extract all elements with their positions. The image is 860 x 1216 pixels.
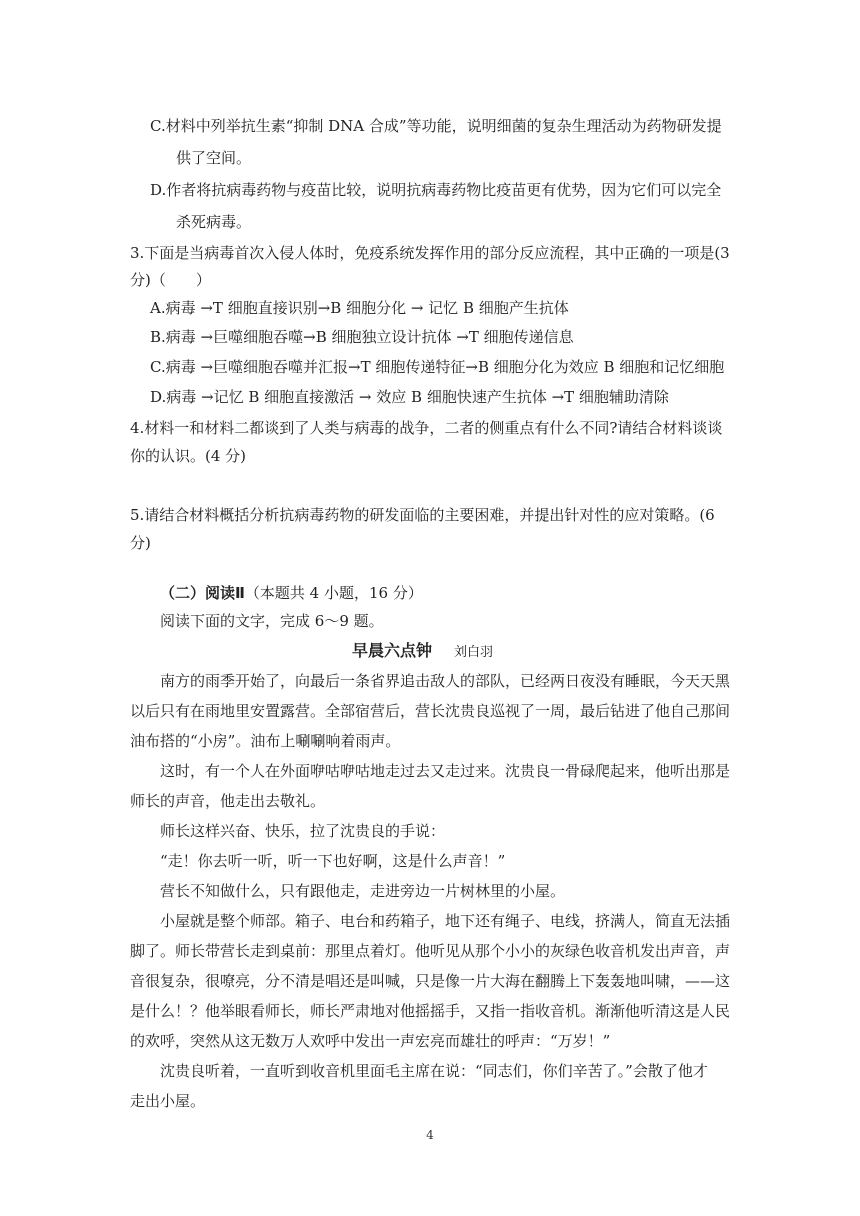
q2-option-c-line1: C.材料中列举抗生素“抑制 DNA 合成”等功能，说明细菌的复杂生理活动为药物研发提 bbox=[150, 117, 722, 135]
q3-stem-line1: 3.下面是当病毒首次入侵人体时，免疫系统发挥作用的部分反应流程，其中正确的一项是(3 bbox=[130, 244, 730, 262]
story-line: 小屋就是整个师部。箱子、电台和药箱子，地下还有绳子、电线，挤满人，简直无法插 bbox=[160, 912, 731, 930]
section2-heading-note: （本题共 4 小题，16 分） bbox=[244, 584, 423, 602]
q2-option-d-line2: 杀死病毒。 bbox=[176, 213, 252, 231]
story-line: 沈贵良听着，一直听到收音机里面毛主席在说：“同志们，你们辛苦了。”会散了他才 bbox=[160, 1062, 708, 1080]
story-line: 师长的声音，他走出去敬礼。 bbox=[130, 792, 326, 810]
q3-stem-line2: 分)（ ） bbox=[130, 271, 211, 289]
section2-heading-title: （二）阅读Ⅱ bbox=[160, 584, 245, 602]
story-line: 音很复杂，很嘹亮，分不清是唱还是叫喊，只是像一片大海在翻腾上下轰轰地叫啸，——这 bbox=[130, 972, 731, 990]
story-line: 的欢呼，突然从这无数万人欢呼中发出一声宏亮而雄壮的呼声：“万岁！” bbox=[130, 1032, 611, 1050]
section2-instruction: 阅读下面的文字，完成 6～9 题。 bbox=[160, 612, 384, 630]
story-title-line bbox=[352, 641, 493, 663]
q2-option-c-line2: 供了空间。 bbox=[176, 149, 252, 167]
q5-line1: 5.请结合材料概括分析抗病毒药物的研发面临的主要困难，并提出针对性的应对策略。(6 bbox=[130, 506, 715, 524]
q2-option-d-line1: D.作者将抗病毒药物与疫苗比较，说明抗病毒药物比疫苗更有优势，因为它们可以完全 bbox=[150, 181, 722, 199]
story-line: 脚了。师长带营长走到桌前：那里点着灯。他听见从那个小小的灰绿色收音机发出声音，声 bbox=[130, 942, 731, 960]
section2-heading bbox=[160, 583, 423, 603]
story-line: 南方的雨季开始了，向最后一条省界追击敌人的部队，已经两日夜没有睡眠，今天天黑 bbox=[160, 672, 731, 690]
story-line: 师长这样兴奋、快乐，拉了沈贵良的手说： bbox=[160, 822, 446, 840]
q3-option-d: D.病毒 →记忆 B 细胞直接激活 → 效应 B 细胞快速产生抗体 →T 细胞辅助清除 bbox=[150, 388, 669, 406]
q4-line1: 4.材料一和材料二都谈到了人类与病毒的战争，二者的侧重点有什么不同?请结合材料谈谈 bbox=[130, 419, 723, 437]
story-line: 是什么！？他举眼看师长，师长严肃地对他摇摇手，又指一指收音机。渐渐他听清这是人民 bbox=[130, 1002, 731, 1020]
page-number: 4 bbox=[426, 1128, 434, 1142]
story-line: 油布搭的“小房”。油布上唰唰响着雨声。 bbox=[130, 732, 401, 750]
story-line: 这时，有一个人在外面咿咕咿咕地走过去又走过来。沈贵良一骨碌爬起来，他听出那是 bbox=[160, 762, 731, 780]
story-title: 早晨六点钟 bbox=[352, 641, 433, 660]
q3-option-a: A.病毒 →T 细胞直接识别→B 细胞分化 → 记忆 B 细胞产生抗体 bbox=[150, 299, 569, 317]
story-line: 以后只有在雨地里安置露营。全部宿营后，营长沈贵良巡视了一周，最后钻进了他自己那间 bbox=[130, 702, 731, 720]
story-line: “走！你去听一听，听一下也好啊，这是什么声音！” bbox=[160, 852, 506, 870]
story-author: 刘白羽 bbox=[454, 645, 494, 660]
q5-line2: 分) bbox=[130, 534, 151, 552]
q4-line2: 你的认识。(4 分) bbox=[130, 447, 247, 465]
story-line: 走出小屋。 bbox=[130, 1092, 206, 1110]
story-line: 营长不知做什么，只有跟他走，走进旁边一片树林里的小屋。 bbox=[160, 882, 566, 900]
q3-option-c: C.病毒 →巨噬细胞吞噬并汇报→T 细胞传递特征→B 细胞分化为效应 B 细胞和记忆细胞 bbox=[150, 358, 725, 376]
q3-option-b: B.病毒 →巨噬细胞吞噬→B 细胞独立设计抗体 →T 细胞传递信息 bbox=[150, 328, 574, 346]
